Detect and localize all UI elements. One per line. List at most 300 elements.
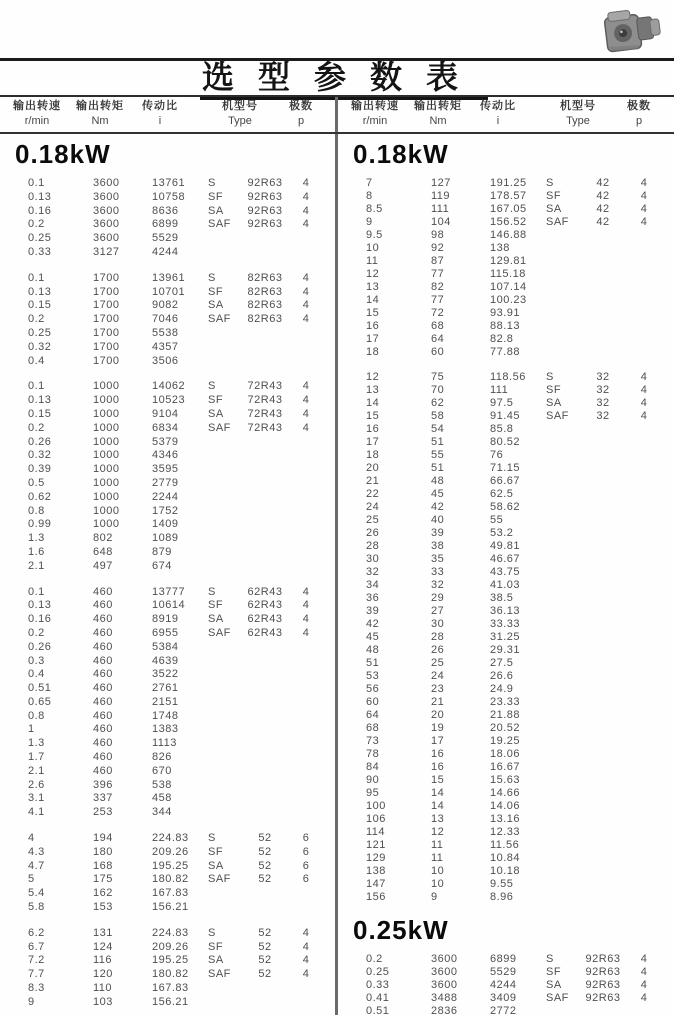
cell-prefix: SA bbox=[546, 979, 562, 991]
cell-prefix: SF bbox=[208, 940, 224, 953]
cell-ratio: 13.16 bbox=[490, 813, 521, 825]
cell-poles: 4 bbox=[302, 285, 310, 298]
table-row bbox=[338, 631, 674, 644]
page-title-text: 选型参数表 bbox=[200, 59, 488, 100]
table-row bbox=[338, 800, 674, 813]
cell-speed: 8.3 bbox=[28, 982, 45, 995]
table-row bbox=[0, 380, 337, 394]
gear-motor-icon bbox=[596, 2, 668, 58]
cell-speed: 73 bbox=[366, 735, 380, 747]
table-row bbox=[0, 806, 337, 820]
cell-poles: 4 bbox=[640, 992, 648, 1004]
cell-ratio: 1383 bbox=[152, 723, 179, 736]
cell-speed: 25 bbox=[366, 514, 380, 526]
cell-torque: 1700 bbox=[93, 340, 120, 353]
table-row bbox=[0, 723, 337, 737]
cell-ratio: 111 bbox=[490, 384, 509, 396]
page-title bbox=[0, 60, 674, 94]
cell-torque: 3600 bbox=[93, 232, 120, 245]
cell-speed: 0.8 bbox=[28, 504, 45, 517]
table-row bbox=[338, 566, 674, 579]
cell-speed: 0.25 bbox=[28, 326, 52, 339]
cell-poles: 4 bbox=[302, 954, 310, 967]
cell-model: 72R43 bbox=[247, 407, 283, 420]
table-row bbox=[338, 449, 674, 462]
cell-torque: 131 bbox=[93, 926, 113, 939]
cell-ratio: 20.52 bbox=[490, 722, 521, 734]
cell-prefix: SF bbox=[546, 384, 562, 396]
cell-poles: 4 bbox=[302, 968, 310, 981]
cell-model: 82R63 bbox=[247, 285, 283, 298]
cell-ratio: 93.91 bbox=[490, 307, 521, 319]
cell-speed: 12 bbox=[366, 371, 380, 383]
cell-model: 32 bbox=[596, 371, 610, 383]
cell-model: 62R43 bbox=[247, 599, 283, 612]
left-column bbox=[0, 134, 337, 1015]
cell-ratio: 3522 bbox=[152, 668, 179, 681]
cell-model: 82R63 bbox=[247, 313, 283, 326]
cell-torque: 3600 bbox=[93, 218, 120, 231]
table-row bbox=[338, 670, 674, 683]
cell-torque: 337 bbox=[93, 792, 113, 805]
cell-model: 62R43 bbox=[247, 626, 283, 639]
cell-torque: 460 bbox=[93, 737, 113, 750]
cell-speed: 100 bbox=[366, 800, 386, 812]
cell-poles: 4 bbox=[302, 940, 310, 953]
cell-speed: 16 bbox=[366, 320, 380, 332]
data-block bbox=[338, 177, 674, 359]
data-block bbox=[0, 586, 337, 821]
cell-torque: 77 bbox=[431, 294, 445, 306]
cell-speed: 0.2 bbox=[28, 421, 45, 434]
table-row bbox=[338, 423, 674, 436]
cell-torque: 27 bbox=[431, 605, 445, 617]
cell-speed: 0.2 bbox=[28, 218, 45, 231]
cell-torque: 194 bbox=[93, 832, 113, 845]
cell-model: 62R43 bbox=[247, 585, 283, 598]
cell-ratio: 18.06 bbox=[490, 748, 521, 760]
cell-ratio: 2772 bbox=[490, 1005, 517, 1015]
table-row bbox=[0, 599, 337, 613]
cell-prefix: SF bbox=[208, 845, 224, 858]
cell-speed: 4.7 bbox=[28, 859, 45, 872]
table-row bbox=[0, 449, 337, 463]
cell-speed: 4 bbox=[28, 832, 35, 845]
cell-torque: 77 bbox=[431, 268, 445, 280]
cell-torque: 62 bbox=[431, 397, 445, 409]
cell-speed: 0.13 bbox=[28, 394, 52, 407]
cell-ratio: 49.81 bbox=[490, 540, 521, 552]
cell-ratio: 27.5 bbox=[490, 657, 514, 669]
cell-speed: 121 bbox=[366, 839, 386, 851]
data-block bbox=[0, 927, 337, 1010]
cell-speed: 0.99 bbox=[28, 518, 52, 531]
table-row bbox=[0, 436, 337, 450]
cell-model: 92R63 bbox=[247, 218, 283, 231]
cell-ratio: 9104 bbox=[152, 407, 179, 420]
table-row bbox=[338, 553, 674, 566]
cell-speed: 0.16 bbox=[28, 613, 52, 626]
cell-ratio: 82.8 bbox=[490, 333, 514, 345]
cell-prefix: S bbox=[208, 380, 216, 393]
cell-speed: 0.13 bbox=[28, 190, 52, 203]
table-row bbox=[0, 613, 337, 627]
cell-ratio: 43.75 bbox=[490, 566, 521, 578]
cell-ratio: 23.33 bbox=[490, 696, 521, 708]
table-row bbox=[338, 722, 674, 735]
cell-ratio: 7046 bbox=[152, 313, 179, 326]
cell-speed: 0.1 bbox=[28, 177, 45, 189]
header-model-type: 机型号 Type bbox=[560, 100, 596, 127]
cell-model: 82R63 bbox=[247, 299, 283, 312]
cell-ratio: 91.45 bbox=[490, 410, 521, 422]
cell-speed: 0.4 bbox=[28, 668, 45, 681]
cell-ratio: 62.5 bbox=[490, 488, 514, 500]
cell-speed: 4.1 bbox=[28, 806, 45, 819]
cell-torque: 72 bbox=[431, 307, 445, 319]
cell-torque: 253 bbox=[93, 806, 113, 819]
cell-torque: 1700 bbox=[93, 326, 120, 339]
cell-model: 42 bbox=[596, 203, 610, 215]
cell-speed: 156 bbox=[366, 891, 386, 903]
cell-torque: 103 bbox=[93, 995, 113, 1008]
cell-ratio: 167.83 bbox=[152, 887, 189, 900]
cell-ratio: 41.03 bbox=[490, 579, 521, 591]
table-row bbox=[338, 966, 674, 979]
table-row bbox=[338, 281, 674, 294]
cell-speed: 0.2 bbox=[366, 953, 383, 965]
cell-speed: 0.1 bbox=[28, 585, 45, 598]
cell-speed: 3.1 bbox=[28, 792, 45, 805]
cell-speed: 7 bbox=[366, 177, 373, 189]
cell-speed: 0.15 bbox=[28, 299, 52, 312]
cell-ratio: 5538 bbox=[152, 326, 179, 339]
cell-torque: 1700 bbox=[93, 354, 120, 367]
cell-ratio: 4346 bbox=[152, 449, 179, 462]
cell-speed: 56 bbox=[366, 683, 380, 695]
cell-speed: 16 bbox=[366, 423, 380, 435]
cell-poles: 4 bbox=[302, 177, 310, 189]
cell-speed: 13 bbox=[366, 384, 380, 396]
table-row bbox=[0, 327, 337, 341]
table-header bbox=[0, 97, 674, 134]
cell-torque: 70 bbox=[431, 384, 445, 396]
data-block bbox=[0, 380, 337, 573]
cell-torque: 17 bbox=[431, 735, 445, 747]
cell-ratio: 1748 bbox=[152, 709, 179, 722]
cell-ratio: 29.31 bbox=[490, 644, 521, 656]
cell-torque: 39 bbox=[431, 527, 445, 539]
cell-speed: 0.2 bbox=[28, 626, 45, 639]
cell-prefix: SAF bbox=[208, 626, 231, 639]
table-row bbox=[0, 518, 337, 532]
cell-speed: 11 bbox=[366, 255, 379, 267]
cell-speed: 15 bbox=[366, 307, 380, 319]
cell-ratio: 31.25 bbox=[490, 631, 521, 643]
cell-ratio: 13761 bbox=[152, 177, 186, 189]
cell-prefix: SA bbox=[208, 204, 224, 217]
cell-ratio: 10701 bbox=[152, 285, 186, 298]
cell-ratio: 8.96 bbox=[490, 891, 514, 903]
cell-ratio: 107.14 bbox=[490, 281, 527, 293]
cell-ratio: 1752 bbox=[152, 504, 179, 517]
cell-ratio: 2761 bbox=[152, 682, 179, 695]
table-row bbox=[338, 761, 674, 774]
cell-speed: 0.62 bbox=[28, 490, 52, 503]
cell-torque: 1000 bbox=[93, 394, 120, 407]
table-row bbox=[0, 218, 337, 232]
cell-speed: 5 bbox=[28, 873, 35, 886]
cell-torque: 460 bbox=[93, 599, 113, 612]
cell-torque: 124 bbox=[93, 940, 113, 953]
cell-ratio: 21.88 bbox=[490, 709, 521, 721]
table-row bbox=[0, 286, 337, 300]
table-row bbox=[338, 514, 674, 527]
table-row bbox=[0, 982, 337, 996]
cell-speed: 12 bbox=[366, 268, 380, 280]
cell-speed: 48 bbox=[366, 644, 380, 656]
cell-model: 52 bbox=[258, 873, 272, 886]
cell-ratio: 3595 bbox=[152, 463, 179, 476]
cell-speed: 0.13 bbox=[28, 599, 52, 612]
table-row bbox=[338, 475, 674, 488]
table-row bbox=[338, 657, 674, 670]
cell-torque: 460 bbox=[93, 751, 113, 764]
table-row bbox=[338, 384, 674, 397]
table-row bbox=[0, 546, 337, 560]
data-block bbox=[338, 371, 674, 904]
cell-poles: 4 bbox=[302, 585, 310, 598]
header-ratio: 传动比 i bbox=[142, 100, 178, 127]
cell-torque: 60 bbox=[431, 346, 445, 358]
cell-ratio: 224.83 bbox=[152, 832, 189, 845]
cell-poles: 4 bbox=[302, 299, 310, 312]
cell-ratio: 36.13 bbox=[490, 605, 521, 617]
table-row bbox=[338, 992, 674, 1005]
cell-model: 92R63 bbox=[247, 190, 283, 203]
table-row bbox=[338, 190, 674, 203]
cell-ratio: 26.6 bbox=[490, 670, 514, 682]
cell-torque: 9 bbox=[431, 891, 438, 903]
table-row bbox=[338, 501, 674, 514]
power-section-heading: 0.25kW bbox=[353, 915, 449, 945]
cell-torque: 23 bbox=[431, 683, 445, 695]
table-row bbox=[338, 346, 674, 359]
table-row bbox=[0, 668, 337, 682]
table-row bbox=[338, 592, 674, 605]
cell-torque: 1000 bbox=[93, 421, 120, 434]
cell-speed: 0.33 bbox=[366, 979, 390, 991]
cell-speed: 0.3 bbox=[28, 654, 45, 667]
cell-ratio: 76 bbox=[490, 449, 504, 461]
cell-torque: 180 bbox=[93, 845, 113, 858]
cell-model: 72R43 bbox=[247, 394, 283, 407]
cell-speed: 53 bbox=[366, 670, 380, 682]
cell-ratio: 14062 bbox=[152, 380, 186, 393]
cell-model: 32 bbox=[596, 397, 610, 409]
cell-speed: 1.6 bbox=[28, 545, 45, 558]
table-row bbox=[0, 491, 337, 505]
cell-ratio: 4357 bbox=[152, 340, 179, 353]
cell-torque: 396 bbox=[93, 778, 113, 791]
cell-torque: 87 bbox=[431, 255, 445, 267]
table-row bbox=[338, 229, 674, 242]
cell-torque: 460 bbox=[93, 764, 113, 777]
cell-prefix: SAF bbox=[546, 216, 569, 228]
cell-poles: 4 bbox=[640, 397, 648, 409]
cell-speed: 2.6 bbox=[28, 778, 45, 791]
cell-model: 52 bbox=[258, 954, 272, 967]
cell-model: 42 bbox=[596, 216, 610, 228]
cell-speed: 39 bbox=[366, 605, 380, 617]
cell-ratio: 5529 bbox=[152, 232, 179, 245]
cell-speed: 2.1 bbox=[28, 559, 45, 572]
table-header-left bbox=[0, 97, 337, 132]
table-row bbox=[0, 477, 337, 491]
table-row bbox=[338, 878, 674, 891]
cell-prefix: SA bbox=[208, 954, 224, 967]
cell-poles: 4 bbox=[302, 926, 310, 939]
cell-speed: 0.65 bbox=[28, 695, 52, 708]
cell-speed: 0.26 bbox=[28, 435, 52, 448]
cell-ratio: 156.52 bbox=[490, 216, 527, 228]
cell-model: 32 bbox=[596, 410, 610, 422]
table-row bbox=[0, 299, 337, 313]
cell-prefix: SF bbox=[208, 599, 224, 612]
cell-prefix: SF bbox=[546, 966, 562, 978]
table-row bbox=[0, 832, 337, 846]
table-row bbox=[338, 618, 674, 631]
cell-ratio: 4244 bbox=[490, 979, 517, 991]
cell-torque: 120 bbox=[93, 968, 113, 981]
table-row bbox=[0, 272, 337, 286]
table-row bbox=[0, 779, 337, 793]
cell-ratio: 209.26 bbox=[152, 940, 189, 953]
cell-poles: 4 bbox=[640, 203, 648, 215]
cell-speed: 5.4 bbox=[28, 887, 45, 900]
cell-speed: 4.3 bbox=[28, 845, 45, 858]
cell-ratio: 156.21 bbox=[152, 901, 189, 914]
cell-model: 92R63 bbox=[585, 966, 621, 978]
cell-ratio: 16.67 bbox=[490, 761, 521, 773]
cell-torque: 460 bbox=[93, 613, 113, 626]
table-row bbox=[338, 268, 674, 281]
cell-torque: 1700 bbox=[93, 285, 120, 298]
cell-torque: 25 bbox=[431, 657, 445, 669]
cell-torque: 98 bbox=[431, 229, 445, 241]
table-row bbox=[0, 394, 337, 408]
cell-torque: 11 bbox=[431, 839, 444, 851]
table-row bbox=[338, 839, 674, 852]
cell-torque: 58 bbox=[431, 410, 445, 422]
table-row bbox=[0, 941, 337, 955]
cell-speed: 0.1 bbox=[28, 380, 45, 393]
cell-torque: 11 bbox=[431, 852, 444, 864]
cell-speed: 0.26 bbox=[28, 640, 52, 653]
cell-ratio: 46.67 bbox=[490, 553, 521, 565]
table-row bbox=[338, 696, 674, 709]
cell-ratio: 167.83 bbox=[152, 982, 189, 995]
cell-prefix: SA bbox=[546, 203, 562, 215]
table-row bbox=[0, 765, 337, 779]
cell-poles: 4 bbox=[640, 177, 648, 189]
cell-torque: 1000 bbox=[93, 435, 120, 448]
cell-ratio: 224.83 bbox=[152, 926, 189, 939]
cell-ratio: 9.55 bbox=[490, 878, 514, 890]
table-row bbox=[0, 860, 337, 874]
cell-ratio: 5379 bbox=[152, 435, 179, 448]
cell-ratio: 6955 bbox=[152, 626, 179, 639]
cell-torque: 42 bbox=[431, 501, 445, 513]
cell-prefix: S bbox=[208, 926, 216, 939]
cell-torque: 16 bbox=[431, 761, 445, 773]
cell-torque: 1000 bbox=[93, 490, 120, 503]
cell-torque: 15 bbox=[431, 774, 445, 786]
cell-poles: 4 bbox=[302, 407, 310, 420]
table-row bbox=[338, 527, 674, 540]
cell-torque: 32 bbox=[431, 579, 445, 591]
cell-speed: 26 bbox=[366, 527, 380, 539]
cell-ratio: 195.25 bbox=[152, 859, 189, 872]
cell-speed: 17 bbox=[366, 333, 380, 345]
cell-torque: 82 bbox=[431, 281, 445, 293]
cell-ratio: 195.25 bbox=[152, 954, 189, 967]
cell-speed: 60 bbox=[366, 696, 380, 708]
table-row bbox=[338, 294, 674, 307]
table-row bbox=[0, 655, 337, 669]
cell-torque: 1000 bbox=[93, 449, 120, 462]
cell-ratio: 14.06 bbox=[490, 800, 521, 812]
table-row bbox=[0, 177, 337, 191]
cell-poles: 4 bbox=[640, 966, 648, 978]
table-row bbox=[338, 307, 674, 320]
cell-ratio: 13961 bbox=[152, 271, 186, 284]
table-row bbox=[0, 846, 337, 860]
table-row bbox=[338, 735, 674, 748]
cell-ratio: 15.63 bbox=[490, 774, 521, 786]
cell-speed: 0.25 bbox=[28, 232, 52, 245]
cell-speed: 42 bbox=[366, 618, 380, 630]
cell-model: 82R63 bbox=[247, 271, 283, 284]
gear-motor-photo bbox=[596, 2, 668, 58]
cell-prefix: SA bbox=[208, 859, 224, 872]
cell-torque: 1000 bbox=[93, 407, 120, 420]
table-row bbox=[338, 488, 674, 501]
header-model-type: 机型号 Type bbox=[222, 100, 258, 127]
cell-model: 72R43 bbox=[247, 421, 283, 434]
table-row bbox=[338, 203, 674, 216]
cell-speed: 6.7 bbox=[28, 940, 45, 953]
table-row bbox=[338, 852, 674, 865]
cell-ratio: 1113 bbox=[152, 737, 177, 750]
table-row bbox=[0, 996, 337, 1010]
cell-ratio: 10614 bbox=[152, 599, 186, 612]
cell-poles: 4 bbox=[640, 384, 648, 396]
cell-poles: 4 bbox=[302, 313, 310, 326]
cell-ratio: 156.21 bbox=[152, 995, 189, 1008]
cell-speed: 28 bbox=[366, 540, 380, 552]
cell-speed: 45 bbox=[366, 631, 380, 643]
cell-poles: 4 bbox=[640, 410, 648, 422]
cell-model: 72R43 bbox=[247, 380, 283, 393]
cell-ratio: 670 bbox=[152, 764, 172, 777]
cell-ratio: 71.15 bbox=[490, 462, 521, 474]
cell-torque: 3600 bbox=[93, 190, 120, 203]
cell-ratio: 66.67 bbox=[490, 475, 521, 487]
cell-ratio: 5529 bbox=[490, 966, 517, 978]
table-row bbox=[0, 463, 337, 477]
cell-torque: 104 bbox=[431, 216, 451, 228]
